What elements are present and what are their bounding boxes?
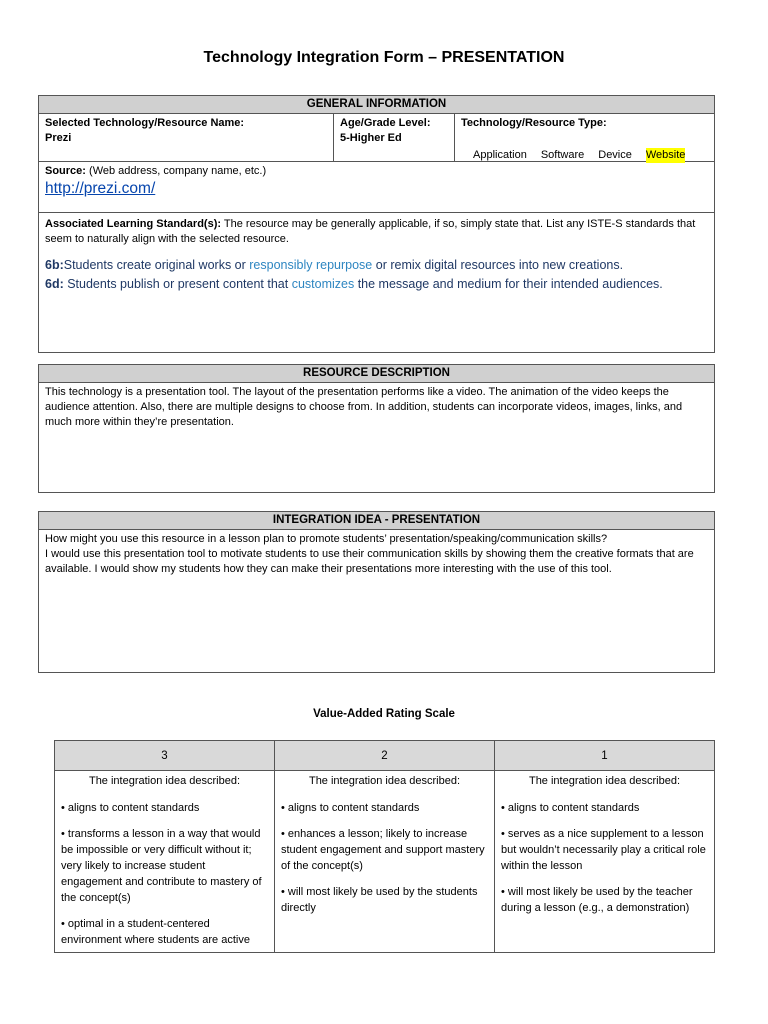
integration-answer: I would use this presentation tool to motivate students to use their communication skills by showing them the creative formats that are available. I would show my students how they can make their presentations more interesting with the use of this tool.: [45, 548, 694, 575]
resource-row: [39, 114, 714, 162]
rating-column-2: [275, 771, 495, 953]
rating-column-3: [55, 771, 275, 953]
general-information-header: GENERAL INFORMATION: [39, 96, 714, 114]
age-grade-label: Age/Grade Level:: [340, 117, 431, 129]
standards-cell: [39, 213, 714, 296]
rating-score-3: 3: [55, 741, 275, 771]
resource-description-section: [38, 364, 715, 493]
rating-bullet: • serves as a nice supplement to a lesson but wouldn’t necessarily play a critical role within the lesson: [501, 828, 706, 872]
resource-type-label: Technology/Resource Type:: [461, 117, 607, 129]
integration-prompt: How might you use this resource in a lesson plan to promote students’ presentation/speaking/communication skills?: [45, 533, 608, 545]
general-information-section: [38, 95, 715, 353]
standard-6d: 6d: Students publish or present content that customizes the message and medium for their intended audiences.: [45, 277, 663, 291]
rating-score-1: 1: [495, 741, 715, 771]
age-grade-value: 5-Higher Ed: [340, 132, 402, 144]
rating-bullet: • aligns to content standards: [61, 802, 200, 814]
rating-bullet: • enhances a lesson; likely to increase student engagement and support mastery of the concept(s): [281, 828, 485, 872]
rating-bullet: • optimal in a student-centered environment where students are active: [61, 918, 250, 946]
source-hint: (Web address, company name, etc.): [85, 165, 267, 177]
rating-score-2: 2: [275, 741, 495, 771]
resource-description-text: This technology is a presentation tool. The layout of the presentation performs like a video. The animation of the video keeps the audience attention. Also, there are multiple designs to choose from. In addition, students can incorporate videos, images, links, and much more within they’re presentation.: [45, 386, 683, 428]
rating-lead: The integration idea described:: [88, 775, 241, 787]
resource-name-value: Prezi: [45, 132, 72, 144]
resource-type-options: [461, 148, 708, 163]
rating-bullet: • transforms a lesson in a way that would be impossible or very difficult without it; very likely to increase student engagement and contribute to mastery of the concept(s): [61, 828, 262, 904]
integration-idea-body: [39, 530, 714, 579]
type-device: Device: [598, 149, 632, 161]
rating-column-1: [495, 771, 715, 953]
resource-name-label: Selected Technology/Resource Name:: [45, 117, 245, 129]
resource-name-cell: [39, 114, 334, 161]
source-cell: [39, 162, 714, 212]
rating-bullet: • aligns to content standards: [281, 802, 420, 814]
integration-idea-header: INTEGRATION IDEA - PRESENTATION: [39, 512, 714, 530]
type-software: Software: [540, 149, 585, 161]
rating-bullet: • will most likely be used by the students directly: [281, 886, 478, 914]
rating-scale-table: [54, 740, 715, 953]
rating-bullet: • will most likely be used by the teacher during a lesson (e.g., a demonstration): [501, 886, 693, 914]
resource-type-cell: [455, 114, 714, 161]
standard-6b: 6b:Students create original works or responsibly repurpose or remix digital resources into new creations.: [45, 258, 624, 272]
standards-hint: The resource may be generally applicable, if so, simply state that. List any ISTE-S standards that seem to naturally align with the selected resource.: [45, 218, 696, 245]
source-link[interactable]: http://prezi.com/: [45, 180, 156, 197]
type-application: Application: [473, 149, 527, 161]
standards-list: [45, 256, 708, 294]
age-grade-cell: [334, 114, 455, 161]
rating-lead: The integration idea described:: [528, 775, 681, 787]
source-label: Source:: [45, 165, 86, 177]
rating-body-row: [55, 771, 715, 953]
rating-scale-title: Value-Added Rating Scale: [313, 708, 455, 720]
rating-bullet: • aligns to content standards: [501, 802, 640, 814]
resource-description-header: RESOURCE DESCRIPTION: [39, 365, 714, 383]
page-title: Technology Integration Form – PRESENTATION: [203, 49, 565, 66]
rating-header-row: [55, 741, 715, 771]
type-website-selected: Website: [645, 149, 686, 161]
source-row: [39, 162, 714, 213]
rating-lead: The integration idea described:: [308, 775, 461, 787]
integration-idea-section: [38, 511, 715, 673]
standards-label: Associated Learning Standard(s):: [45, 218, 222, 230]
